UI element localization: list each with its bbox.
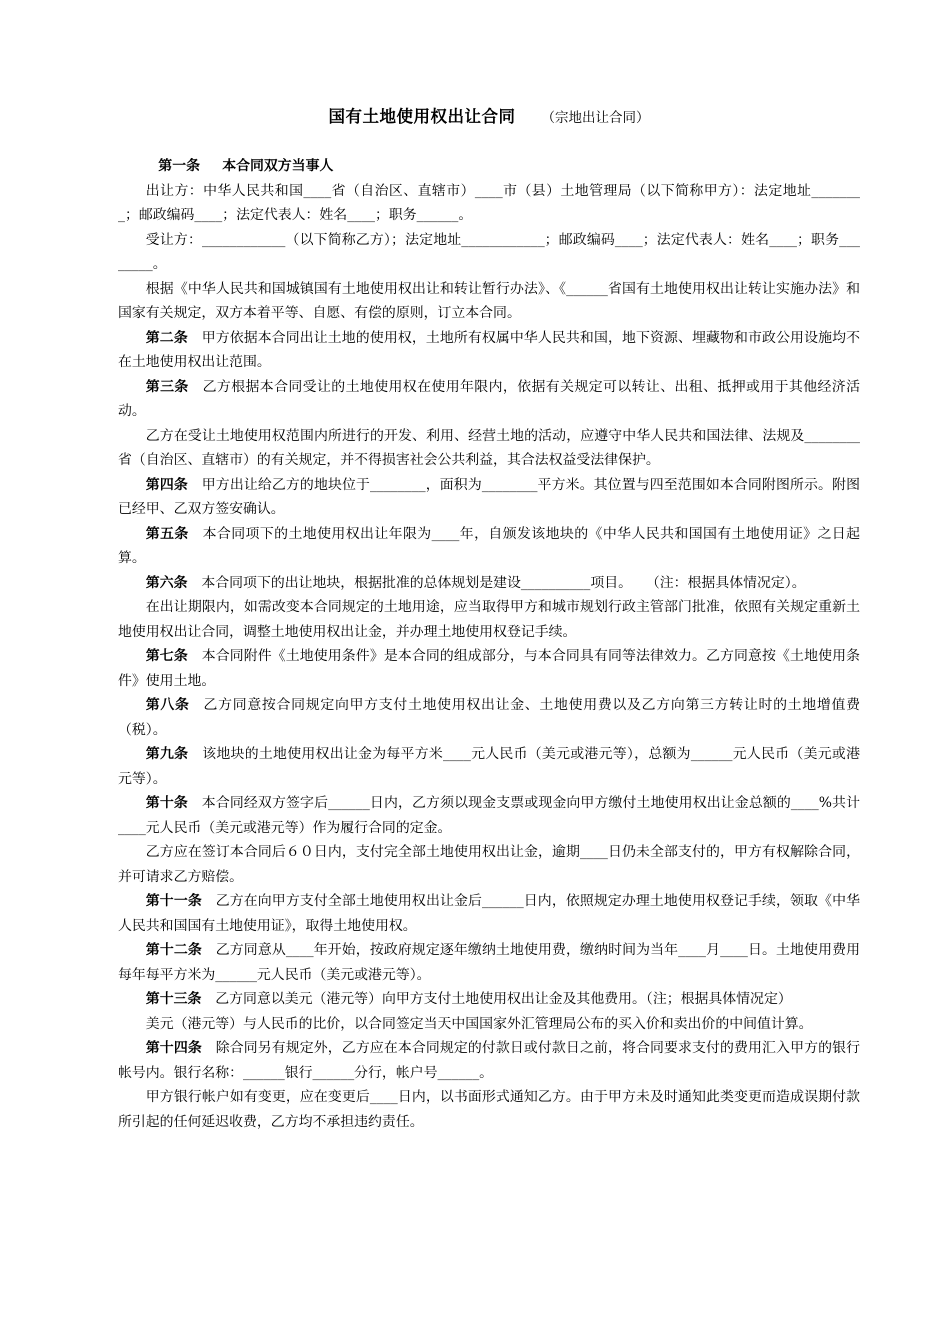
article-paragraph [118,375,860,424]
article-number: 第十一条 [145,893,202,909]
article-number: 第十二条 [145,942,202,958]
article-paragraph [118,742,860,791]
article-text: 本合同经双方签字后______日内，乙方须以现金支票或现金向甲方缴付土地使用权出让金总额的____%共计____元人民币（美元或港元等）作为履行合同的定金。 [118,795,860,836]
article-1-heading [118,154,860,179]
article-continuation: 在出让期限内，如需改变本合同规定的土地用途，应当取得甲方和城市规划行政主管部门批准，依照有关规定重新土地使用权出让合同，调整土地使用权出让金，并办理土地使用权登记手续。 [118,599,860,640]
article-text: 本合同项下的出让地块，根据批准的总体规划是建设__________项目。 （注：根据具体情况定）。 [201,574,806,591]
article-paragraph [118,644,860,693]
article-text: 乙方同意从____年开始，按政府规定逐年缴纳土地使用费，缴纳时间为当年____月____日。土地使用费用每年每平方米为______元人民币（美元或港元等）。 [118,942,860,983]
article-paragraph [118,326,860,375]
article-text: 乙方根据本合同受让的土地使用权在使用年限内，依据有关规定可以转让、出租、抵押或用于其他经济活动。 [118,378,860,419]
article-number: 第九条 [145,746,189,762]
document-title: 国有土地使用权出让合同 [328,107,516,126]
article-text: 乙方同意以美元（港元等）向甲方支付土地使用权出让金及其他费用。（注；根据具体情况定） [215,991,792,1007]
article-number: 第八条 [145,697,190,713]
article-paragraph [118,473,860,522]
article-text: 乙方同意按合同规定向甲方支付土地使用权出让金、土地使用费以及乙方向第三方转让时的土地增值费（税）。 [118,697,860,738]
article-text: 除合同另有规定外，乙方应在本合同规定的付款日或付款日之前，将合同要求支付的费用汇入甲方的银行帐号内。银行名称：______银行______分行，帐户号______。 [118,1040,860,1081]
article-paragraph [118,571,860,596]
article-1-basis: 根据《中华人民共和国城镇国有土地使用权出让和转让暂行办法》、《______省国有土地使用权出让转让实施办法》和国家有关规定，双方本着平等、自愿、有偿的原则，订立本合同。 [118,280,860,321]
article-1-transferee: 受让方：____________（以下简称乙方）；法定地址____________；邮政编码____；法定代表人：姓名____；职务________。 [118,231,860,272]
document-subtitle: （宗地出让合同） [541,110,650,126]
article-1-number: 第一条 [158,158,200,174]
article-text: 甲方依据本合同出让土地的使用权，土地所有权属中华人民共和国，地下资源、埋藏物和市政公用设施均不在土地使用权出让范围。 [118,329,860,370]
title-line [118,104,860,130]
article-paragraph [118,938,860,987]
contract-page [118,104,860,1134]
article-number: 第三条 [145,378,189,395]
article-paragraph [118,791,860,840]
article-number: 第十条 [145,795,188,811]
articles-list [118,326,860,1135]
contract-body [118,154,860,1134]
article-number: 第十三条 [145,991,202,1007]
article-1-transferor: 出让方：中华人民共和国____省（自治区、直辖市）____市（县）土地管理局（以下简称甲方）：法定地址________；邮政编码____；法定代表人：姓名____；职务______。 [118,182,860,223]
article-paragraph [118,889,860,938]
article-text: 本合同附件《土地使用条件》是本合同的组成部分，与本合同具有同等法律效力。乙方同意按《土地使用条件》使用土地。 [118,648,860,689]
article-text: 该地块的土地使用权出让金为每平方米____元人民币（美元或港元等），总额为______元人民币（美元或港元等）。 [118,746,860,787]
article-number: 第二条 [145,329,188,346]
article-text: 本合同项下的土地使用权出让年限为____年，自颁发该地块的《中华人民共和国国有土地使用证》之日起算。 [118,525,860,566]
article-number: 第五条 [145,525,189,542]
article-number: 第六条 [145,574,188,591]
article-number: 第十四条 [145,1040,202,1056]
article-number: 第七条 [145,648,188,664]
article-paragraph [118,987,860,1012]
article-continuation: 甲方银行帐户如有变更，应在变更后____日内，以书面形式通知乙方。由于甲方未及时通知此类变更而造成误期付款所引起的任何延迟收费，乙方均不承担违约责任。 [118,1089,860,1130]
article-paragraph [118,693,860,742]
article-text: 乙方在向甲方支付全部土地使用权出让金后______日内，依照规定办理土地使用权登记手续，领取《中华人民共和国国有土地使用证》，取得土地使用权。 [118,893,860,934]
article-continuation: 乙方在受让土地使用权范围内所进行的开发、利用、经营土地的活动，应遵守中华人民共和国法律、法规及________省（自治区、直辖市）的有关规定，并不得损害社会公共利益，其合法权益受法律保护。 [118,427,860,468]
article-paragraph [118,1036,860,1085]
article-text: 甲方出让给乙方的地块位于________，面积为________平方米。其位置与四至范围如本合同附图所示。附图已经甲、乙双方签安确认。 [118,476,860,517]
article-continuation: 乙方应在签订本合同后６０日内，支付完全部土地使用权出让金，逾期____日仍未全部支付的，甲方有权解除合同，并可请求乙方赔偿。 [118,844,860,885]
article-1-title: 本合同双方当事人 [222,158,334,174]
article-number: 第四条 [145,476,188,493]
article-continuation: 美元（港元等）与人民币的比价，以合同签定当天中国国家外汇管理局公布的买入价和卖出价的中间值计算。 [145,1015,813,1032]
article-paragraph [118,522,860,571]
